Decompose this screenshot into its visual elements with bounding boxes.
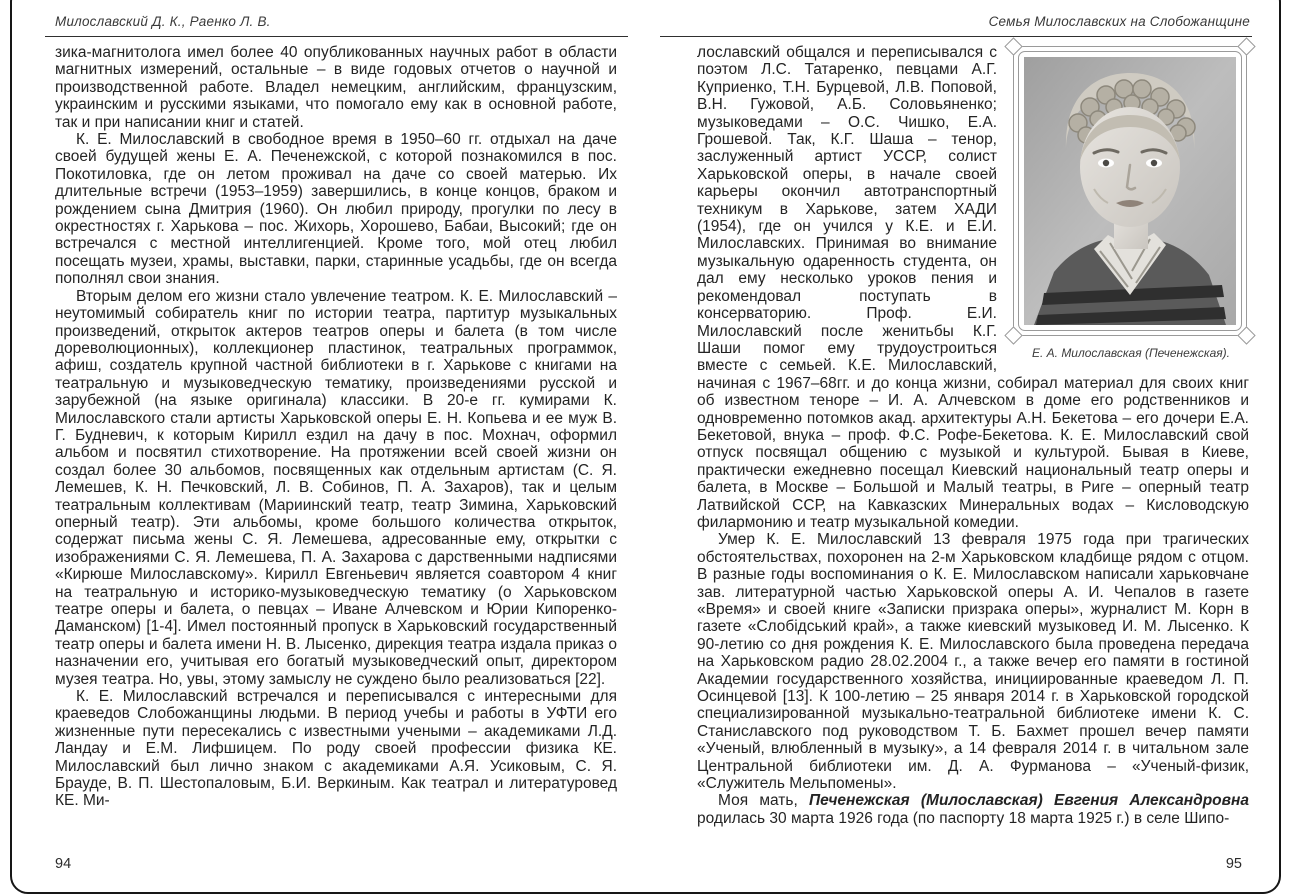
paragraph: зика-магнитолога имел более 40 опубликованных научных работ в области магнитных измерений, остальные – в виде годовых отчетов о научной и производственной работе. Владел немецким, английским, французским, украинским и русскими языками, что помогало ему как в основной работе, так и при написании книг и статей. — [55, 44, 617, 131]
mother-name: Печенежская (Милославская) Евгения Александровна — [809, 792, 1249, 810]
paragraph-mother — [697, 792, 1249, 827]
running-header-authors — [45, 14, 628, 37]
photo-frame — [1013, 46, 1247, 336]
page-94 — [45, 14, 628, 896]
mother-paragraph-suffix: родилась 30 марта 1926 года (по паспорту 18 марта 1925 г.) в селе Шипо- — [697, 809, 1230, 827]
page-number-95: 95 — [1225, 856, 1242, 872]
photo-figure — [1013, 46, 1249, 362]
running-header-authors-text: Милославский Д. К., Раенко Л. В. — [55, 14, 271, 29]
paragraph: К. Е. Милославский встречался и переписывался с интересными для краеведов Слобожанщины людьми. В период учебы и работы в УФТИ его жизненные пути пересекались с известными учеными – академиками Л.Д. Ландау и Е.М. Лифшицем. По роду своей профессии физика КЕ. Милославский был лично знаком с академиками А.Я. Усиковым, С. Я. Брауде, В. П. Шестопаловым, Б.И. Веркиным. Как театрал и литературовед КЕ. Ми- — [55, 688, 617, 810]
mother-paragraph-prefix: Моя мать, — [718, 792, 809, 810]
running-header-title-text: Семья Милославских на Слобожанщине — [988, 14, 1250, 29]
paragraph: Вторым делом его жизни стало увлечение театром. К. Е. Милославский – неутомимый собиратель книг по истории театра, партитур музыкальных произведений, открыток актеров театров оперы и балета (в том числе дореволюционных), коллекционер пластинок, театральных программок, афиш, создатель крупной частной библиотеки в г. Харькове с книгами на театральную и музыковедческую тематику, произведениями русской и зарубежной (на языке оригинала) классики. В 20-е гг. кумирами К. Милославского стали артисты Харьковской оперы Е. Н. Копьева и ее муж В. Г. Будневич, к которым Кирилл ездил на дачу в пос. Мохнач, оформил альбом и посвятил стихотворение. На протяжении всей своей жизни он создал более 30 альбомов, посвященных как отдельным артистам (С. Я. Лемешев, К. Н. Печковский, Л. В. Собинов, П. А. Захаров), так и целым театральным коллективам (Мариинский театр, театр Зимина, Харьковский оперный театр). Эти альбомы, кроме большого количества открыток, содержат письма жены С. Я. Лемешева, адресованные ему, открытки с изображениями С. Я. Лемешева, П. А. Захарова с дарственными надписями «Кирюше Милославскому». Кирилл Евгеньевич является соавтором 4 книг на театральную и историко-музыковедческую тематику (о Харьковском театре оперы и балета, о певцах – Иване Алчевском и Юрии Кипоренко-Даманском) [1-4]. Имел постоянный пропуск в Харьковский государственный театр оперы и балета имени Н. В. Лысенко, дирекция театра издала приказ о назначении его, учитывая его богатый музыковедческий опыт, директором музея театра. Но, увы, этому замыслу не суждено было реализоваться [22]. — [55, 287, 617, 688]
running-header-title — [660, 14, 1252, 37]
page-94-body — [55, 44, 617, 810]
page-number-94: 94 — [55, 856, 72, 872]
paragraph: Умер К. Е. Милославский 13 февраля 1975 года при трагических обстоятельствах, похоронен на 2-м Харьковском кладбище рядом с отцом. В разные годы воспоминания о К. Е. Милославском написали харьковчане зав. литературной частью Харьковской оперы А. И. Чепалов в газете «Время» и своей книге «Записки призрака оперы», журналист М. Корн в газете «Слобідський край», а также киевский музыковед И. М. Лысенко. К 90-летию со дня рождения К. Е. Милославского была проведена передача на Харьковском радио 28.02.2004 г., а также вечер его памяти в гостиной Академии государственного хозяйства, инициированные краеведом Л. П. Осинцевой [13]. К 100-летию – 25 января 2014 г. в Харьковской городской специализированной музыкально-театральной библиотеке имени К. С. Станиславского под руководством Т. Б. Бахмет прошел вечер памяти «Ученый, влюбленный в музыку», а 14 февраля 2014 г. в читальном зале Центральной библиотеки им. Д. А. Фурманова – «Ученый-физик, «Служитель Мельпомены». — [697, 531, 1249, 793]
page-95-body — [697, 44, 1249, 827]
photo-caption: Е. А. Милославская (Печенежская). — [1031, 346, 1231, 360]
photo-frame-inner — [1018, 51, 1242, 331]
photo-frame-corner — [1237, 326, 1255, 344]
portrait-photo — [1024, 57, 1236, 325]
paragraph: К. Е. Милославский в свободное время в 1950–60 гг. отдыхал на даче своей будущей жены Е. А. Печенежской, с которой познакомился в пос. Покотиловка, где он летом проживал на даче со своей матерью. Их длительные встречи (1953–1959) завершились, в конце концов, браком и рождением сына Дмитрия (1960). Он любил природу, прогулки по лесу в окрестностях г. Харькова – пос. Жихорь, Хорошево, Бабаи, Высокий; где он встречался с местной интеллигенцией. Кроме того, мой отец любил посещать музеи, храмы, выставки, парки, старинные усадьбы, где он всегда пополнял свои знания. — [55, 131, 617, 288]
paragraph: лославский общался и переписывался с поэтом Л.С. Татаренко, певцами А.Г. Куприенко, Т.Н. Бурцевой, Л.В. Поповой, В.Н. Гужовой, А.Б. Соловьяненко; музыковедами – О.С. Чишко, Е.А. Грошевой. Так, К.Г. Шаша – тенор, заслуженный артист УССР, солист Харьковской оперы, в начале своей карьеры окончил автотранспортный техникум в Харькове, затем ХАДИ (1954), где он учился у К.Е. и Е.И. Милославских. Принимая во внимание музыкальную одаренность студента, он дал ему несколько уроков пения и рекомендовал поступать в консерваторию. Проф. Е.И. Милославский после женитьбы К.Г. Шаши помог ему трудоустроиться вместе с семьей. К.Е. Милославский, начиная с 1967–68гг. и до конца жизни, собирал материал для своих книг об известном теноре – И. А. Алчевском в доме его родственников и одновременно потомков акад. архитектуры А.Н. Бекетова – его дочери Е.А. Бекетовой, внука – проф. Ф.С. Рофе-Бекетова. К. Е. Милославский свой отпуск посвящал общению с музыкой и культурой. Бывая в Киеве, практически ежедневно посещал Киевский национальный театр оперы и балета, в Москве – Большой и Малый театры, в Риге – оперный театр Латвийской ССР, на Кавказских Минеральных водах – Кисловодскую филармонию и театр музыкальной комедии. — [697, 44, 1249, 531]
page-95 — [660, 14, 1252, 896]
